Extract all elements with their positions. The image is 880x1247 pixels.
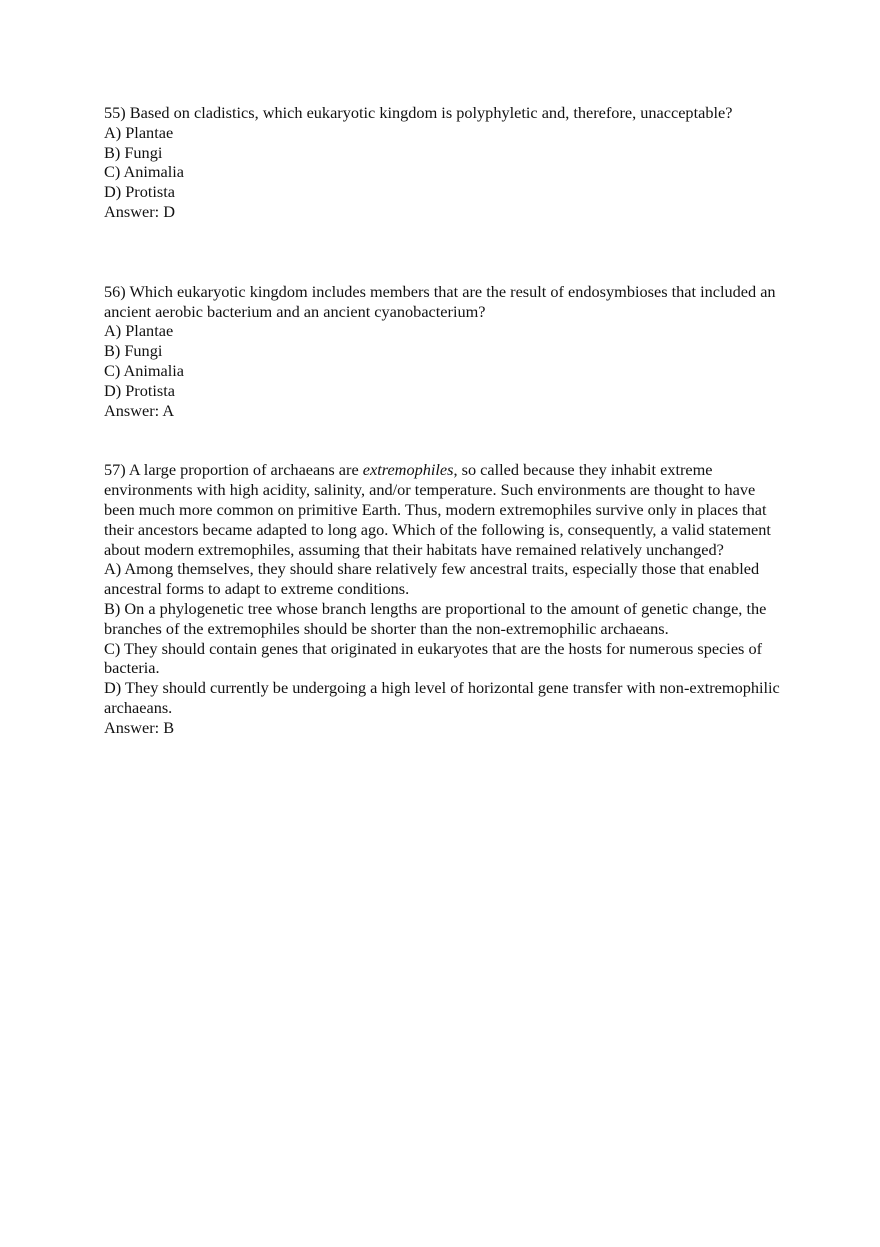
question-stem xyxy=(104,460,784,559)
option-a: A) Plantae xyxy=(104,321,174,341)
option-b: B) On a phylogenetic tree whose branch lengths are proportional to the amount of genetic change, the branches of the extremophiles should be shorter than the non-extremophilic archaeans. xyxy=(104,598,767,638)
option-d: D) They should currently be undergoing a high level of horizontal gene transfer with non-extremophilic archaeans. xyxy=(104,678,780,717)
document-page xyxy=(104,103,784,738)
option-b: B) Fungi xyxy=(104,341,163,361)
option-c: C) Animalia xyxy=(104,162,185,182)
answer-line: Answer: D xyxy=(104,201,175,221)
option-d: D) Protista xyxy=(104,182,175,202)
answer-line: Answer: B xyxy=(104,717,175,737)
option-d: D) Protista xyxy=(104,380,175,400)
option-c: C) They should contain genes that originated in eukaryotes that are the hosts for numerous species of bacteria. xyxy=(104,638,763,678)
stem-text-after: , so called because they inhabit extreme environments with high acidity, salinity, and/or temperature. Such environments are thought to have been much more common on primitive Earth. Thus, modern extremophiles survive only in places that their ancestors became adapted to long ago. Which of the following is, consequently, a valid statement about modern extremophiles, assuming that their habitats have remained relatively unchanged? xyxy=(104,460,771,559)
option-a: A) Plantae xyxy=(104,122,174,142)
option-b: B) Fungi xyxy=(104,142,163,162)
question-55 xyxy=(104,103,784,222)
stem-text-before: 57) A large proportion of archaeans are xyxy=(104,460,363,480)
question-56 xyxy=(104,282,784,421)
question-stem: 56) Which eukaryotic kingdom includes members that are the result of endosymbioses that included an ancient aerobic bacterium and an ancient cyanobacterium? xyxy=(104,281,776,321)
question-stem: 55) Based on cladistics, which eukaryotic kingdom is polyphyletic and, therefore, unacceptable? xyxy=(104,103,733,122)
option-c: C) Animalia xyxy=(104,360,185,380)
answer-line: Answer: A xyxy=(104,400,175,420)
question-57 xyxy=(104,460,784,737)
stem-emphasis-term: extremophiles xyxy=(362,460,454,480)
option-a: A) Among themselves, they should share relatively few ancestral traits, especially those that enabled ancestral forms to adapt to extreme conditions. xyxy=(104,559,760,599)
